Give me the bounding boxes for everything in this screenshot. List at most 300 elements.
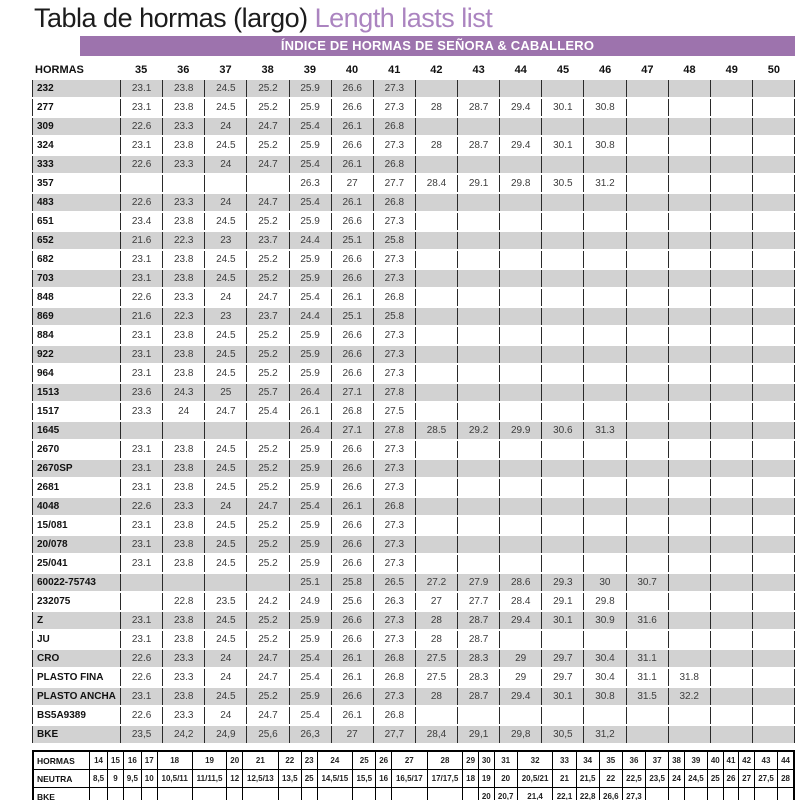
data-cell: 26.6 [331, 327, 373, 344]
data-cell [499, 498, 541, 515]
data-cell: 30.1 [541, 612, 583, 629]
data-cell [415, 80, 457, 97]
table-row [32, 422, 795, 439]
conversion-cell [778, 788, 794, 800]
data-cell: 26.6 [331, 99, 373, 116]
table-row [32, 555, 795, 572]
main-table-size-header: 43 [472, 63, 485, 76]
data-cell [626, 175, 668, 192]
data-cell: 23.3 [162, 289, 204, 306]
data-cell: 24.2 [246, 593, 288, 610]
table-row [32, 99, 795, 116]
data-cell [668, 631, 710, 648]
main-table-size-header: 49 [725, 63, 738, 76]
data-cell [626, 441, 668, 458]
data-cell: 24.7 [246, 194, 288, 211]
data-cell [499, 80, 541, 97]
conversion-cell [754, 788, 777, 800]
data-cell [626, 232, 668, 249]
data-cell: 24 [204, 156, 246, 173]
data-cell: 23.1 [120, 251, 162, 268]
data-cell: 25.2 [246, 631, 288, 648]
data-cell [541, 707, 583, 724]
data-cell: 29.4 [499, 688, 541, 705]
main-table-size-header: 41 [388, 63, 401, 76]
conversion-row-label: BKE [33, 788, 90, 800]
conversion-cell [157, 788, 192, 800]
conversion-cell: 26 [376, 751, 392, 770]
row-label: 483 [32, 194, 120, 211]
data-cell: 23.8 [162, 479, 204, 496]
data-cell [668, 270, 710, 287]
data-cell [415, 346, 457, 363]
data-cell [541, 346, 583, 363]
data-cell [710, 650, 752, 667]
conversion-cell: 23 [301, 751, 317, 770]
data-cell: 28 [415, 137, 457, 154]
data-cell: 28.7 [457, 631, 499, 648]
data-cell [626, 460, 668, 477]
data-cell: 26.8 [373, 156, 415, 173]
data-cell [710, 384, 752, 401]
data-cell [668, 479, 710, 496]
conversion-cell: 29 [463, 751, 479, 770]
conversion-cell: 16,5/17 [391, 770, 427, 788]
data-cell [499, 384, 541, 401]
data-cell [752, 327, 795, 344]
data-cell: 27.3 [373, 536, 415, 553]
data-cell [668, 232, 710, 249]
data-cell [583, 498, 625, 515]
table-banner: ÍNDICE DE HORMAS DE SEÑORA & CABALLERO [80, 36, 795, 56]
row-label: 848 [32, 289, 120, 306]
data-cell: 29.7 [541, 669, 583, 686]
data-cell: 30.8 [583, 137, 625, 154]
main-table-size-header: 50 [767, 63, 781, 76]
conversion-cell: 39 [684, 751, 707, 770]
data-cell: 23.8 [162, 612, 204, 629]
conversion-cell: 12,5/13 [243, 770, 279, 788]
conversion-cell: 26 [723, 770, 739, 788]
data-cell [541, 270, 583, 287]
data-cell: 23.1 [120, 80, 162, 97]
data-cell [415, 479, 457, 496]
data-cell: 25.2 [246, 460, 288, 477]
conversion-cell [353, 788, 376, 800]
data-cell [583, 707, 625, 724]
data-cell: 24.5 [204, 270, 246, 287]
conversion-cell: 17/17,5 [427, 770, 463, 788]
data-cell [668, 289, 710, 306]
data-cell [415, 213, 457, 230]
data-cell [710, 707, 752, 724]
data-cell: 25.2 [246, 479, 288, 496]
data-cell [710, 498, 752, 515]
data-cell: 27.3 [373, 612, 415, 629]
data-cell [752, 517, 795, 534]
data-cell: 27.3 [373, 365, 415, 382]
data-cell: 25.4 [289, 194, 331, 211]
conversion-cell [90, 788, 108, 800]
table-row [32, 517, 795, 534]
data-cell [499, 251, 541, 268]
data-cell [457, 365, 499, 382]
data-cell: 23.1 [120, 346, 162, 363]
data-cell [415, 232, 457, 249]
data-cell: 25.9 [289, 631, 331, 648]
conversion-cell: 21,4 [517, 788, 553, 800]
data-cell: 23.1 [120, 365, 162, 382]
data-cell [626, 99, 668, 116]
data-cell [710, 175, 752, 192]
page-title-sub: Length lasts list [314, 3, 493, 33]
table-row [32, 213, 795, 230]
data-cell: 23.1 [120, 631, 162, 648]
data-cell: 30.1 [541, 688, 583, 705]
data-cell: 24.5 [204, 137, 246, 154]
data-cell: 22.6 [120, 156, 162, 173]
data-cell [626, 536, 668, 553]
page-title [34, 3, 795, 34]
row-label: 1513 [32, 384, 120, 401]
conversion-cell: 27 [739, 770, 755, 788]
data-cell [710, 137, 752, 154]
data-cell: 29.2 [457, 422, 499, 439]
data-cell: 23.8 [162, 346, 204, 363]
data-cell: 24.5 [204, 688, 246, 705]
conversion-cell [317, 788, 353, 800]
data-cell [415, 289, 457, 306]
data-cell: 23.8 [162, 137, 204, 154]
data-cell [710, 669, 752, 686]
table-row [32, 536, 795, 553]
row-label: 25/041 [32, 555, 120, 572]
data-cell [583, 251, 625, 268]
data-cell [626, 346, 668, 363]
data-cell [457, 460, 499, 477]
row-label: JU [32, 631, 120, 648]
data-cell [499, 631, 541, 648]
conversion-cell: 20 [227, 751, 243, 770]
data-cell [541, 555, 583, 572]
data-cell: 26.1 [331, 118, 373, 135]
data-cell [120, 422, 162, 439]
table-row [32, 289, 795, 306]
conversion-cell: 27 [391, 751, 427, 770]
data-cell: 23.8 [162, 213, 204, 230]
data-cell: 30.7 [626, 574, 668, 591]
data-cell [541, 365, 583, 382]
data-cell: 22.6 [120, 707, 162, 724]
data-cell [752, 574, 795, 591]
data-cell [626, 213, 668, 230]
data-cell: 24.5 [204, 460, 246, 477]
data-cell [499, 517, 541, 534]
data-cell [499, 308, 541, 325]
data-cell: 27.3 [373, 460, 415, 477]
data-cell: 24.5 [204, 441, 246, 458]
data-cell: 25.8 [373, 308, 415, 325]
data-cell: 24.7 [204, 403, 246, 420]
data-cell: 27.7 [373, 175, 415, 192]
conversion-cell [708, 788, 724, 800]
data-cell: 28.7 [457, 688, 499, 705]
data-cell [499, 555, 541, 572]
data-cell [626, 517, 668, 534]
data-cell: 26.8 [331, 403, 373, 420]
conversion-cell: 20,7 [494, 788, 517, 800]
data-cell [204, 422, 246, 439]
data-cell [626, 498, 668, 515]
table-row [32, 707, 795, 724]
data-cell [752, 403, 795, 420]
main-table-body [32, 80, 795, 743]
data-cell [204, 175, 246, 192]
data-cell [710, 289, 752, 306]
data-cell [710, 460, 752, 477]
data-cell: 24 [204, 194, 246, 211]
data-cell: 22.6 [120, 118, 162, 135]
data-cell: 25.4 [289, 289, 331, 306]
data-cell [710, 194, 752, 211]
data-cell [541, 631, 583, 648]
data-cell: 25.2 [246, 517, 288, 534]
data-cell [583, 118, 625, 135]
data-cell [752, 422, 795, 439]
conversion-cell: 22,8 [576, 788, 599, 800]
data-cell: 32.2 [668, 688, 710, 705]
row-label: 333 [32, 156, 120, 173]
data-cell [710, 441, 752, 458]
conversion-cell: 22,1 [553, 788, 576, 800]
row-label: 1517 [32, 403, 120, 420]
conversion-cell: 24,5 [684, 770, 707, 788]
data-cell: 24.5 [204, 555, 246, 572]
conversion-cell [684, 788, 707, 800]
data-cell [668, 118, 710, 135]
row-label: PLASTO ANCHA [32, 688, 120, 705]
data-cell: 25.9 [289, 270, 331, 287]
table-row [32, 270, 795, 287]
data-cell: 25.9 [289, 99, 331, 116]
data-cell [457, 156, 499, 173]
table-row [32, 593, 795, 610]
data-cell: 23 [204, 308, 246, 325]
conversion-row [33, 751, 794, 770]
data-cell [626, 137, 668, 154]
data-cell [752, 650, 795, 667]
conversion-cell: 19 [192, 751, 227, 770]
data-cell [457, 327, 499, 344]
data-cell [752, 384, 795, 401]
data-cell: 25.8 [331, 574, 373, 591]
data-cell: 28.7 [457, 612, 499, 629]
data-cell: 26.8 [373, 289, 415, 306]
conversion-cell [669, 788, 685, 800]
data-cell [246, 175, 288, 192]
data-cell: 23.1 [120, 460, 162, 477]
conversion-cell: 32 [517, 751, 553, 770]
data-cell: 27.3 [373, 80, 415, 97]
data-cell [710, 327, 752, 344]
data-cell [415, 194, 457, 211]
conversion-cell: 17 [141, 751, 157, 770]
data-cell [752, 441, 795, 458]
row-label: 232075 [32, 593, 120, 610]
conversion-row [33, 770, 794, 788]
table-row [32, 441, 795, 458]
data-cell: 29.4 [499, 612, 541, 629]
conversion-cell: 25 [353, 751, 376, 770]
main-table-size-header: 48 [683, 63, 696, 76]
data-cell [626, 118, 668, 135]
data-cell [752, 365, 795, 382]
main-table-size-header: 47 [641, 63, 654, 76]
data-cell: 30.8 [583, 688, 625, 705]
conversion-cell: 21 [243, 751, 279, 770]
data-cell: 23,5 [120, 726, 162, 743]
data-cell [583, 213, 625, 230]
data-cell [457, 251, 499, 268]
data-cell [541, 251, 583, 268]
data-cell: 25.2 [246, 688, 288, 705]
conversion-cell: 14,5/15 [317, 770, 353, 788]
data-cell [668, 593, 710, 610]
data-cell: 24 [204, 118, 246, 135]
data-cell: 24.7 [246, 707, 288, 724]
conversion-cell: 20 [478, 788, 494, 800]
data-cell [668, 99, 710, 116]
data-cell: 25.6 [331, 593, 373, 610]
data-cell [499, 479, 541, 496]
data-cell [626, 156, 668, 173]
row-label: 2670SP [32, 460, 120, 477]
data-cell [415, 555, 457, 572]
conversion-cell: 12 [227, 770, 243, 788]
table-row [32, 726, 795, 743]
conversion-cell: 35 [599, 751, 622, 770]
data-cell: 28.3 [457, 669, 499, 686]
data-cell [120, 574, 162, 591]
data-cell [499, 270, 541, 287]
data-cell: 25.9 [289, 441, 331, 458]
data-cell [457, 479, 499, 496]
data-cell: 23.8 [162, 251, 204, 268]
data-cell: 22.6 [120, 669, 162, 686]
data-cell [583, 327, 625, 344]
data-cell: 30,5 [541, 726, 583, 743]
row-label: 20/078 [32, 536, 120, 553]
data-cell: 24.5 [204, 631, 246, 648]
data-cell [752, 99, 795, 116]
data-cell: 22.6 [120, 498, 162, 515]
data-cell [626, 403, 668, 420]
data-cell: 24 [204, 289, 246, 306]
data-cell: 23.3 [162, 118, 204, 135]
data-cell: 23.8 [162, 688, 204, 705]
main-table-size-header: 35 [134, 63, 148, 76]
data-cell: 31,2 [583, 726, 625, 743]
data-cell [583, 384, 625, 401]
conversion-cell: 23,5 [646, 770, 669, 788]
main-table-size-header: 39 [303, 63, 316, 76]
data-cell: 26.6 [331, 688, 373, 705]
data-cell [752, 270, 795, 287]
data-cell [752, 194, 795, 211]
data-cell [752, 726, 795, 743]
conversion-cell: 24 [669, 770, 685, 788]
data-cell: 24 [162, 403, 204, 420]
data-cell [626, 631, 668, 648]
data-cell: 27.8 [373, 384, 415, 401]
table-row [32, 365, 795, 382]
data-cell: 22.3 [162, 308, 204, 325]
data-cell [583, 365, 625, 382]
data-cell: 26.5 [373, 574, 415, 591]
data-cell [415, 251, 457, 268]
data-cell: 26.6 [331, 631, 373, 648]
data-cell [457, 80, 499, 97]
conversion-cell [243, 788, 279, 800]
data-cell: 24.7 [246, 669, 288, 686]
data-cell: 26.8 [373, 707, 415, 724]
data-cell [415, 156, 457, 173]
data-cell [626, 479, 668, 496]
row-label: 964 [32, 365, 120, 382]
data-cell: 22.8 [162, 593, 204, 610]
table-row [32, 403, 795, 420]
data-cell: 24 [204, 707, 246, 724]
data-cell: 27.5 [415, 669, 457, 686]
main-table-size-header: 36 [177, 63, 190, 76]
data-cell [541, 384, 583, 401]
conversion-row-label: HORMAS [33, 751, 90, 770]
conversion-cell: 20 [494, 770, 517, 788]
data-cell [246, 574, 288, 591]
data-cell: 26.6 [331, 555, 373, 572]
data-cell [583, 536, 625, 553]
data-cell: 26.8 [373, 669, 415, 686]
data-cell [583, 403, 625, 420]
data-cell: 31.5 [626, 688, 668, 705]
size-conversion-table [32, 750, 795, 800]
data-cell: 25.4 [289, 669, 331, 686]
data-cell: 25.2 [246, 612, 288, 629]
data-cell: 24.5 [204, 517, 246, 534]
data-cell: 25.9 [289, 460, 331, 477]
conversion-cell: 43 [754, 751, 777, 770]
data-cell: 31.8 [668, 669, 710, 686]
data-cell: 30.5 [541, 175, 583, 192]
data-cell: 29.3 [541, 574, 583, 591]
conversion-cell: 18 [463, 770, 479, 788]
data-cell: 25.9 [289, 688, 331, 705]
data-cell [752, 118, 795, 135]
conversion-cell: 38 [669, 751, 685, 770]
row-label: 15/081 [32, 517, 120, 534]
conversion-cell: 9,5 [123, 770, 141, 788]
row-label: 324 [32, 137, 120, 154]
data-cell [668, 156, 710, 173]
data-cell [626, 308, 668, 325]
data-cell: 23.8 [162, 270, 204, 287]
data-cell: 25 [204, 384, 246, 401]
data-cell: 23.8 [162, 536, 204, 553]
row-label: 884 [32, 327, 120, 344]
data-cell [583, 555, 625, 572]
data-cell [710, 118, 752, 135]
data-cell: 23.1 [120, 441, 162, 458]
